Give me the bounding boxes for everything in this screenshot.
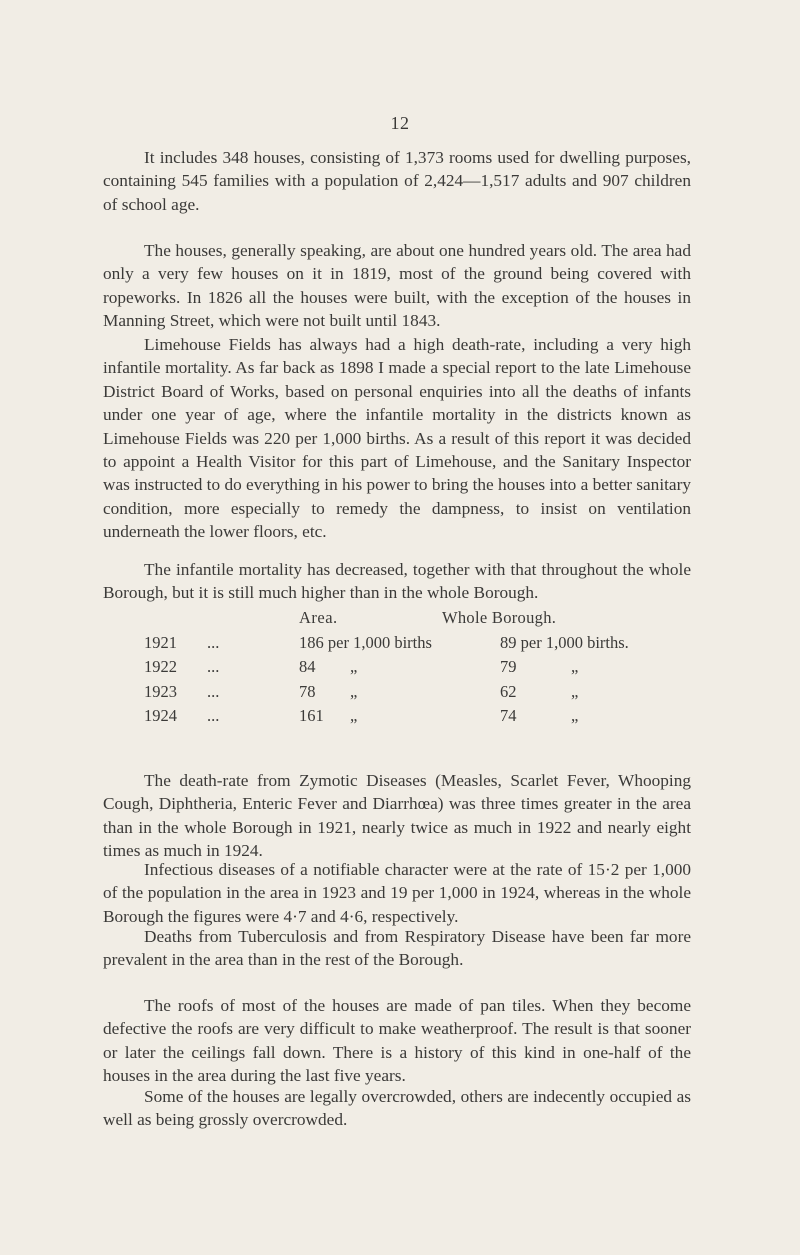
paragraph-tuberculosis: Deaths from Tuberculosis and from Respiratory Disease have been far more prevalent in the area than in the rest of the Borough.: [103, 927, 691, 970]
whole-borough-rate-cell: 89 per 1,000 births.: [500, 632, 629, 652]
table-row: [103, 706, 691, 731]
column-header-area: Area.: [299, 608, 338, 627]
ditto-mark: „: [571, 657, 579, 676]
area-rate-cell: 186 per 1,000 births: [299, 632, 432, 652]
leader-dots: ...: [207, 657, 220, 676]
year-cell: 1923: [144, 681, 177, 701]
table-row: [103, 657, 691, 682]
area-rate-cell: 161: [299, 706, 324, 725]
paragraph-infantile-mortality: The infantile mortality has decreased, together with that throughout the whole Borough, but it is still much higher than in the whole Borough.: [103, 560, 691, 603]
paragraph-infectious-diseases: Infectious diseases of a notifiable character were at the rate of 15·2 per 1,000 of the population in the area in 1923 and 19 per 1,000 in 1924, whereas in the whole Borough the figures were 4·7 and 4·6, respectively.: [103, 860, 691, 926]
whole-borough-rate-cell: 74: [500, 706, 517, 725]
paragraph-zymotic-diseases: The death-rate from Zymotic Diseases (Measles, Scarlet Fever, Whooping Cough, Diphtheria, Enteric Fever and Diarrhœa) was three times greater in the area than in the whole Borough in 1921, nearly twice as much in 1922 and nearly eight times as much in 1924.: [103, 771, 691, 861]
table-header-row: [103, 608, 691, 633]
year-cell: 1922: [144, 657, 177, 676]
year-cell: 1924: [144, 706, 177, 725]
paragraph-houses-age: The houses, generally speaking, are about one hundred years old. The area had only a very few houses on it in 1819, most of the ground being covered with ropeworks. In 1826 all the houses were built, with the exception of the houses in Manning Street, which were not built until 1843.: [103, 241, 691, 331]
ditto-mark: „: [350, 657, 358, 676]
leader-dots: ...: [207, 706, 220, 725]
table-row: [103, 633, 691, 658]
leader-dots: ...: [207, 681, 220, 701]
area-rate-cell: 78: [299, 681, 316, 701]
paragraph-overcrowding: Some of the houses are legally overcrowded, others are indecently occupied as well as being grossly overcrowded.: [103, 1087, 691, 1130]
infantile-mortality-table: [103, 608, 691, 731]
paragraph-roofs: The roofs of most of the houses are made of pan tiles. When they become defective the roofs are very difficult to make weatherproof. The result is that sooner or later the ceilings fall down. There is a history of this kind in one-half of the houses in the area during the last five years.: [103, 996, 691, 1086]
whole-borough-rate-cell: 79: [500, 657, 517, 676]
page-number: 12: [390, 113, 410, 133]
paragraph-houses-count: It includes 348 houses, consisting of 1,373 rooms used for dwelling purposes, containing 545 families with a population of 2,424—1,517 adults and 907 children of school age.: [103, 148, 691, 214]
column-header-whole-borough: Whole Borough.: [442, 608, 557, 627]
ditto-mark: „: [571, 706, 579, 725]
ditto-mark: „: [350, 706, 358, 725]
ditto-mark: „: [571, 681, 579, 701]
year-cell: 1921: [144, 632, 177, 652]
ditto-mark: „: [350, 681, 358, 701]
table-row: [103, 682, 691, 707]
leader-dots: ...: [207, 632, 220, 652]
whole-borough-rate-cell: 62: [500, 681, 517, 701]
paragraph-death-rate-history: Limehouse Fields has always had a high death-rate, including a very high infantile mortality. As far back as 1898 I made a special report to the late Limehouse District Board of Works, based on personal enquiries into all the deaths of infants under one year of age, where the infantile mortality in the districts known as Limehouse Fields was 220 per 1,000 births. As a result of this report it was decided to appoint a Health Visitor for this part of Limehouse, and the Sanitary Inspector was instructed to do everything in his power to bring the houses into a better sanitary condition, more especially to remedy the dampness, to insist on ventilation underneath the lower floors, etc.: [103, 335, 691, 542]
area-rate-cell: 84: [299, 657, 316, 676]
